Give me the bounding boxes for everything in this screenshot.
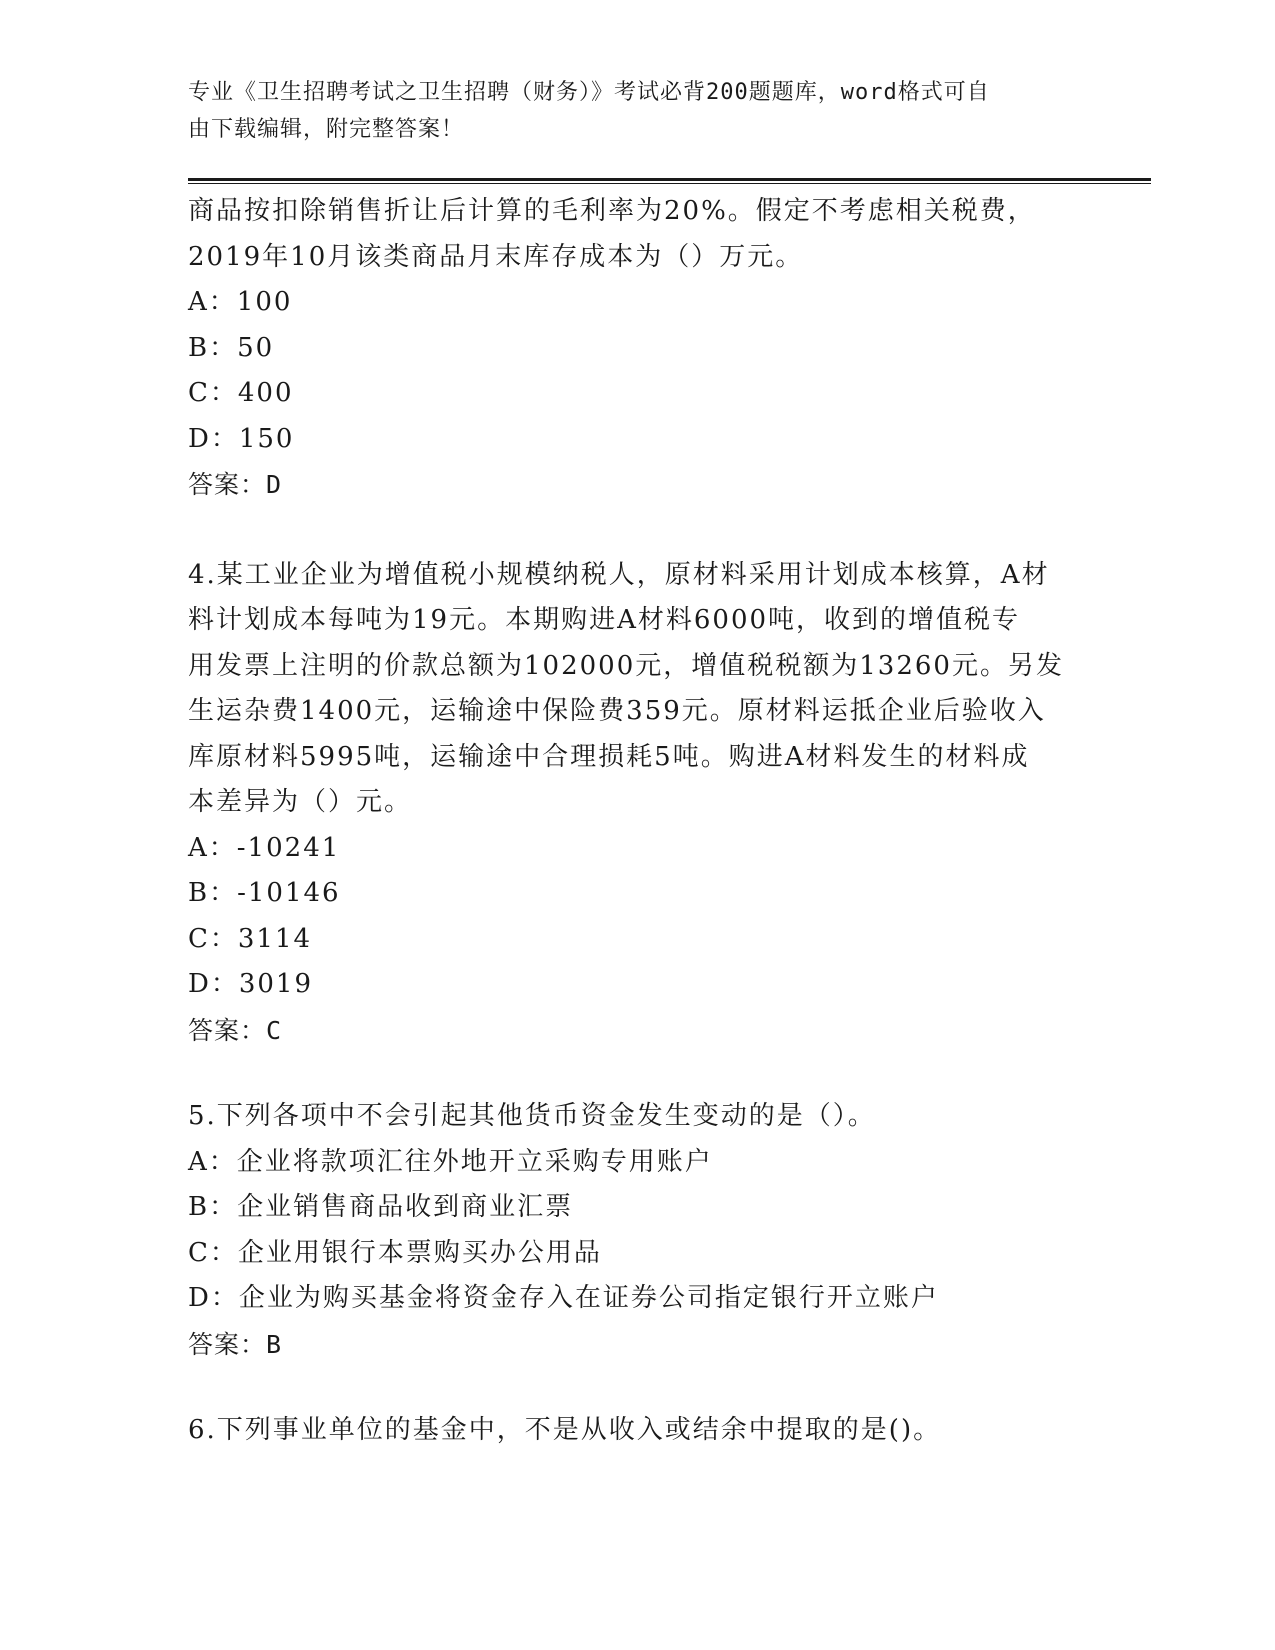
question-text-line: 6.下列事业单位的基金中，不是从收入或结余中提取的是()。 — [188, 1415, 942, 1445]
answer-label: 答案：D — [188, 470, 283, 499]
question-text-line: 本差异为（）元。 — [188, 787, 413, 817]
option-d: D：企业为购买基金将资金存入在证券公司指定银行开立账户 — [188, 1283, 939, 1313]
document-header — [188, 74, 1088, 148]
question-text-line: 4.某工业企业为增值税小规模纳税人，原材料采用计划成本核算，A材 — [188, 559, 1050, 590]
option-b: B：-10146 — [188, 878, 341, 908]
header-divider — [188, 178, 1151, 181]
question-5 — [188, 1094, 1088, 1367]
question-text-line: 用发票上注明的价款总额为102000元，增值税税额为13260元。另发 — [188, 650, 1064, 681]
option-d: D：150 — [188, 423, 295, 454]
option-c: C：400 — [188, 378, 294, 408]
header-divider-thin — [188, 183, 1151, 184]
option-b: B：50 — [188, 332, 275, 363]
option-d: D：3019 — [188, 969, 314, 999]
answer-label: 答案：C — [188, 1015, 283, 1045]
header-title-line-2: 由下载编辑，附完整答案！ — [188, 117, 465, 142]
option-c: C：3114 — [188, 923, 313, 954]
question-text-line: 5.下列各项中不会引起其他货币资金发生变动的是（）。 — [188, 1101, 876, 1131]
option-b: B：企业销售商品收到商业汇票 — [188, 1192, 574, 1222]
question-text-line: 2019年10月该类商品月末库存成本为（）万元。 — [188, 241, 804, 272]
question-text-line: 商品按扣除销售折让后计算的毛利率为20%。假定不考虑相关税费， — [188, 196, 1036, 226]
question-3-continued — [188, 189, 1088, 508]
question-4 — [188, 553, 1088, 1054]
question-6 — [188, 1408, 1088, 1454]
option-a: A：-10241 — [188, 832, 341, 863]
spacer — [188, 1053, 1088, 1094]
spacer — [188, 1367, 1088, 1408]
option-a: A：100 — [188, 287, 293, 317]
question-text-line: 库原材料5995吨，运输途中合理损耗5吨。购进A材料发生的材料成 — [188, 741, 1030, 772]
question-list — [188, 189, 1088, 1454]
header-title-line-1: 专业《卫生招聘考试之卫生招聘（财务）》考试必背200题题库，word格式可自 — [188, 80, 990, 105]
answer-label: 答案：B — [188, 1329, 283, 1359]
option-a: A：企业将款项汇往外地开立采购专用账户 — [188, 1146, 713, 1177]
question-text-line: 生运杂费1400元，运输途中保险费359元。原材料运抵企业后验收入 — [188, 696, 1046, 726]
spacer — [188, 508, 1088, 553]
question-text-line: 料计划成本每吨为19元。本期购进A材料6000吨，收到的增值税专 — [188, 605, 1021, 635]
option-c: C：企业用银行本票购买办公用品 — [188, 1237, 602, 1268]
